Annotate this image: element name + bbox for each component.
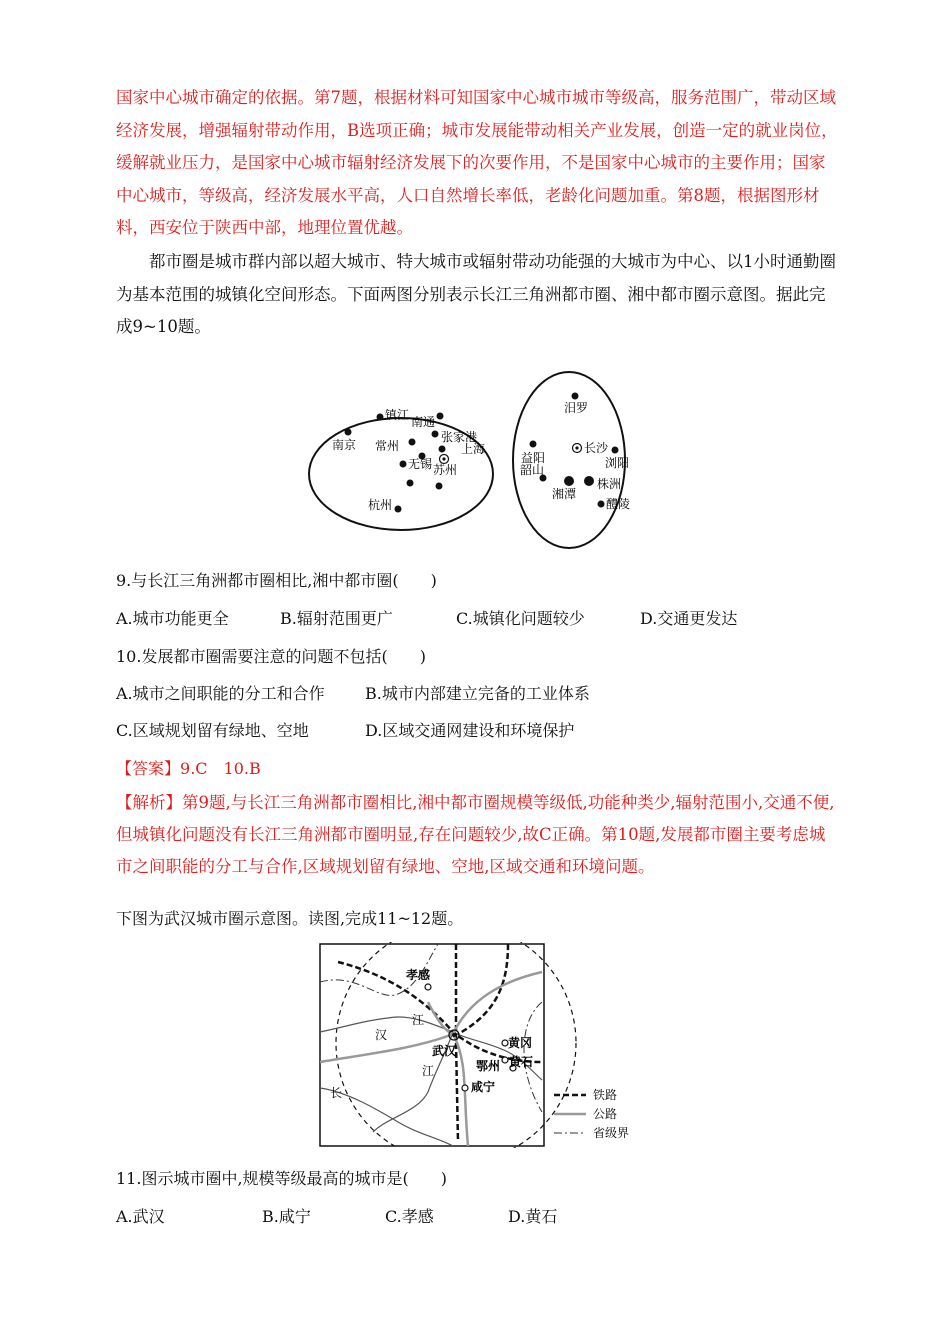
q9-option-b[interactable]: B.辐射范围更广 — [280, 609, 393, 628]
answer-text: 9.C 10.B — [180, 759, 261, 778]
city-nantong: 南通 — [411, 415, 436, 429]
city-xianning: 咸宁 — [471, 1080, 496, 1094]
q10-option-a[interactable]: A.城市之间职能的分工和合作 — [116, 684, 325, 703]
city-shanghai: 上海 — [461, 442, 486, 456]
analysis-label: 【解析】 — [116, 793, 182, 812]
q11-option-d[interactable]: D.黄石 — [508, 1207, 558, 1226]
city-zhuzhou: 株洲 — [597, 477, 622, 491]
city-wuhan: 武汉 — [432, 1044, 457, 1058]
wuhan-city-circle-map — [318, 942, 638, 1148]
q9-option-c[interactable]: C.城镇化问题较少 — [456, 609, 585, 628]
metro-circles-map — [305, 368, 645, 553]
q11-option-b[interactable]: B.咸宁 — [262, 1207, 311, 1226]
city-hangzhou: 杭州 — [368, 498, 393, 512]
city-miluo: 汨罗 — [564, 401, 589, 415]
question-11-stem: 11.图示城市圈中,规模等级最高的城市是( ) — [116, 1169, 448, 1188]
city-changsha: 长沙 — [584, 441, 609, 455]
legend-boundary: 省级界 — [593, 1126, 630, 1140]
answer-label: 【答案】 — [116, 759, 181, 778]
city-suzhou: 苏州 — [433, 463, 458, 477]
q10-option-d[interactable]: D.区域交通网建设和环境保护 — [365, 721, 575, 740]
city-ezhou: 鄂州 — [476, 1059, 501, 1073]
river-label-han: 汉 — [375, 1028, 388, 1042]
city-xiaogan: 孝感 — [406, 968, 431, 982]
question-10-stem: 10.发展都市圈需要注意的问题不包括( ) — [116, 647, 426, 666]
city-yiyang: 益阳 — [521, 451, 546, 465]
city-changzhou: 常州 — [375, 439, 400, 453]
intro-paragraph-9-10: 都市圈是城市群内部以超大城市、特大城市或辐射带动功能强的大城市为中心、以1小时通勤圈为基本范围的城镇化空间形态。下面两图分别表示长江三角洲都市圈、湘中都市圈示意图。据此完成9~10题。 — [116, 252, 836, 336]
explanation-paragraph: 国家中心城市确定的依据。第7题，根据材料可知国家中心城市城市等级高，服务范围广，带动区域经济发展，增强辐射带动作用，B选项正确；城市发展能带动相关产业发展，创造一定的就业岗位，缓解就业压力，是国家中心城市辐射经济发展下的次要作用，不是国家中心城市的主要作用；国家中心城市，等级高，经济发展水平高，人口自然增长率低，老龄化问题加重。第8题，根据图形材料，西安位于陕西中部，地理位置优越。 — [116, 88, 838, 237]
legend-railway: 铁路 — [593, 1088, 618, 1102]
river-label-chang: 长 — [330, 1086, 343, 1100]
city-zhangjiagang: 张家港 — [441, 430, 478, 444]
city-zhenjiang: 镇江 — [385, 408, 410, 422]
q10-option-b[interactable]: B.城市内部建立完备的工业体系 — [365, 684, 590, 703]
intro-paragraph-11-12: 下图为武汉城市圈示意图。读图,完成11~12题。 — [116, 909, 464, 928]
q10-option-c[interactable]: C.区域规划留有绿地、空地 — [116, 721, 309, 740]
q11-option-c[interactable]: C.孝感 — [385, 1207, 434, 1226]
question-9-stem: 9.与长江三角洲都市圈相比,湘中都市圈( ) — [116, 571, 437, 590]
q9-option-a[interactable]: A.城市功能更全 — [116, 609, 229, 628]
analysis-text: 第9题,与长江三角洲都市圈相比,湘中都市圈规模等级低,功能种类少,辐射范围小,交通不便,但城镇化问题没有长江三角洲都市圈明显,存在问题较少,故C正确。第10题,发展都市圈主要考虑城市之间职能的分工与合作,区域规划留有绿地、空地,区域交通和环境问题。 — [116, 793, 835, 876]
river-label-jiang-2: 江 — [422, 1064, 435, 1078]
legend-highway: 公路 — [593, 1107, 618, 1121]
city-liuyang: 浏阳 — [605, 456, 630, 470]
city-shaoshan: 韶山 — [520, 463, 545, 477]
city-huangshi: 黄石 — [509, 1055, 534, 1069]
answer-line — [116, 756, 261, 779]
city-wuxi: 无锡 — [408, 457, 433, 471]
city-huanggang: 黄冈 — [508, 1036, 533, 1050]
analysis-paragraph — [116, 787, 838, 883]
city-liling: 醴陵 — [606, 497, 631, 511]
city-xiangtan: 湘潭 — [552, 487, 577, 501]
q11-option-a[interactable]: A.武汉 — [116, 1207, 165, 1226]
city-nanjing: 南京 — [332, 438, 357, 452]
river-label-jiang-1: 江 — [412, 1013, 425, 1027]
q9-option-d[interactable]: D.交通更发达 — [640, 609, 738, 628]
